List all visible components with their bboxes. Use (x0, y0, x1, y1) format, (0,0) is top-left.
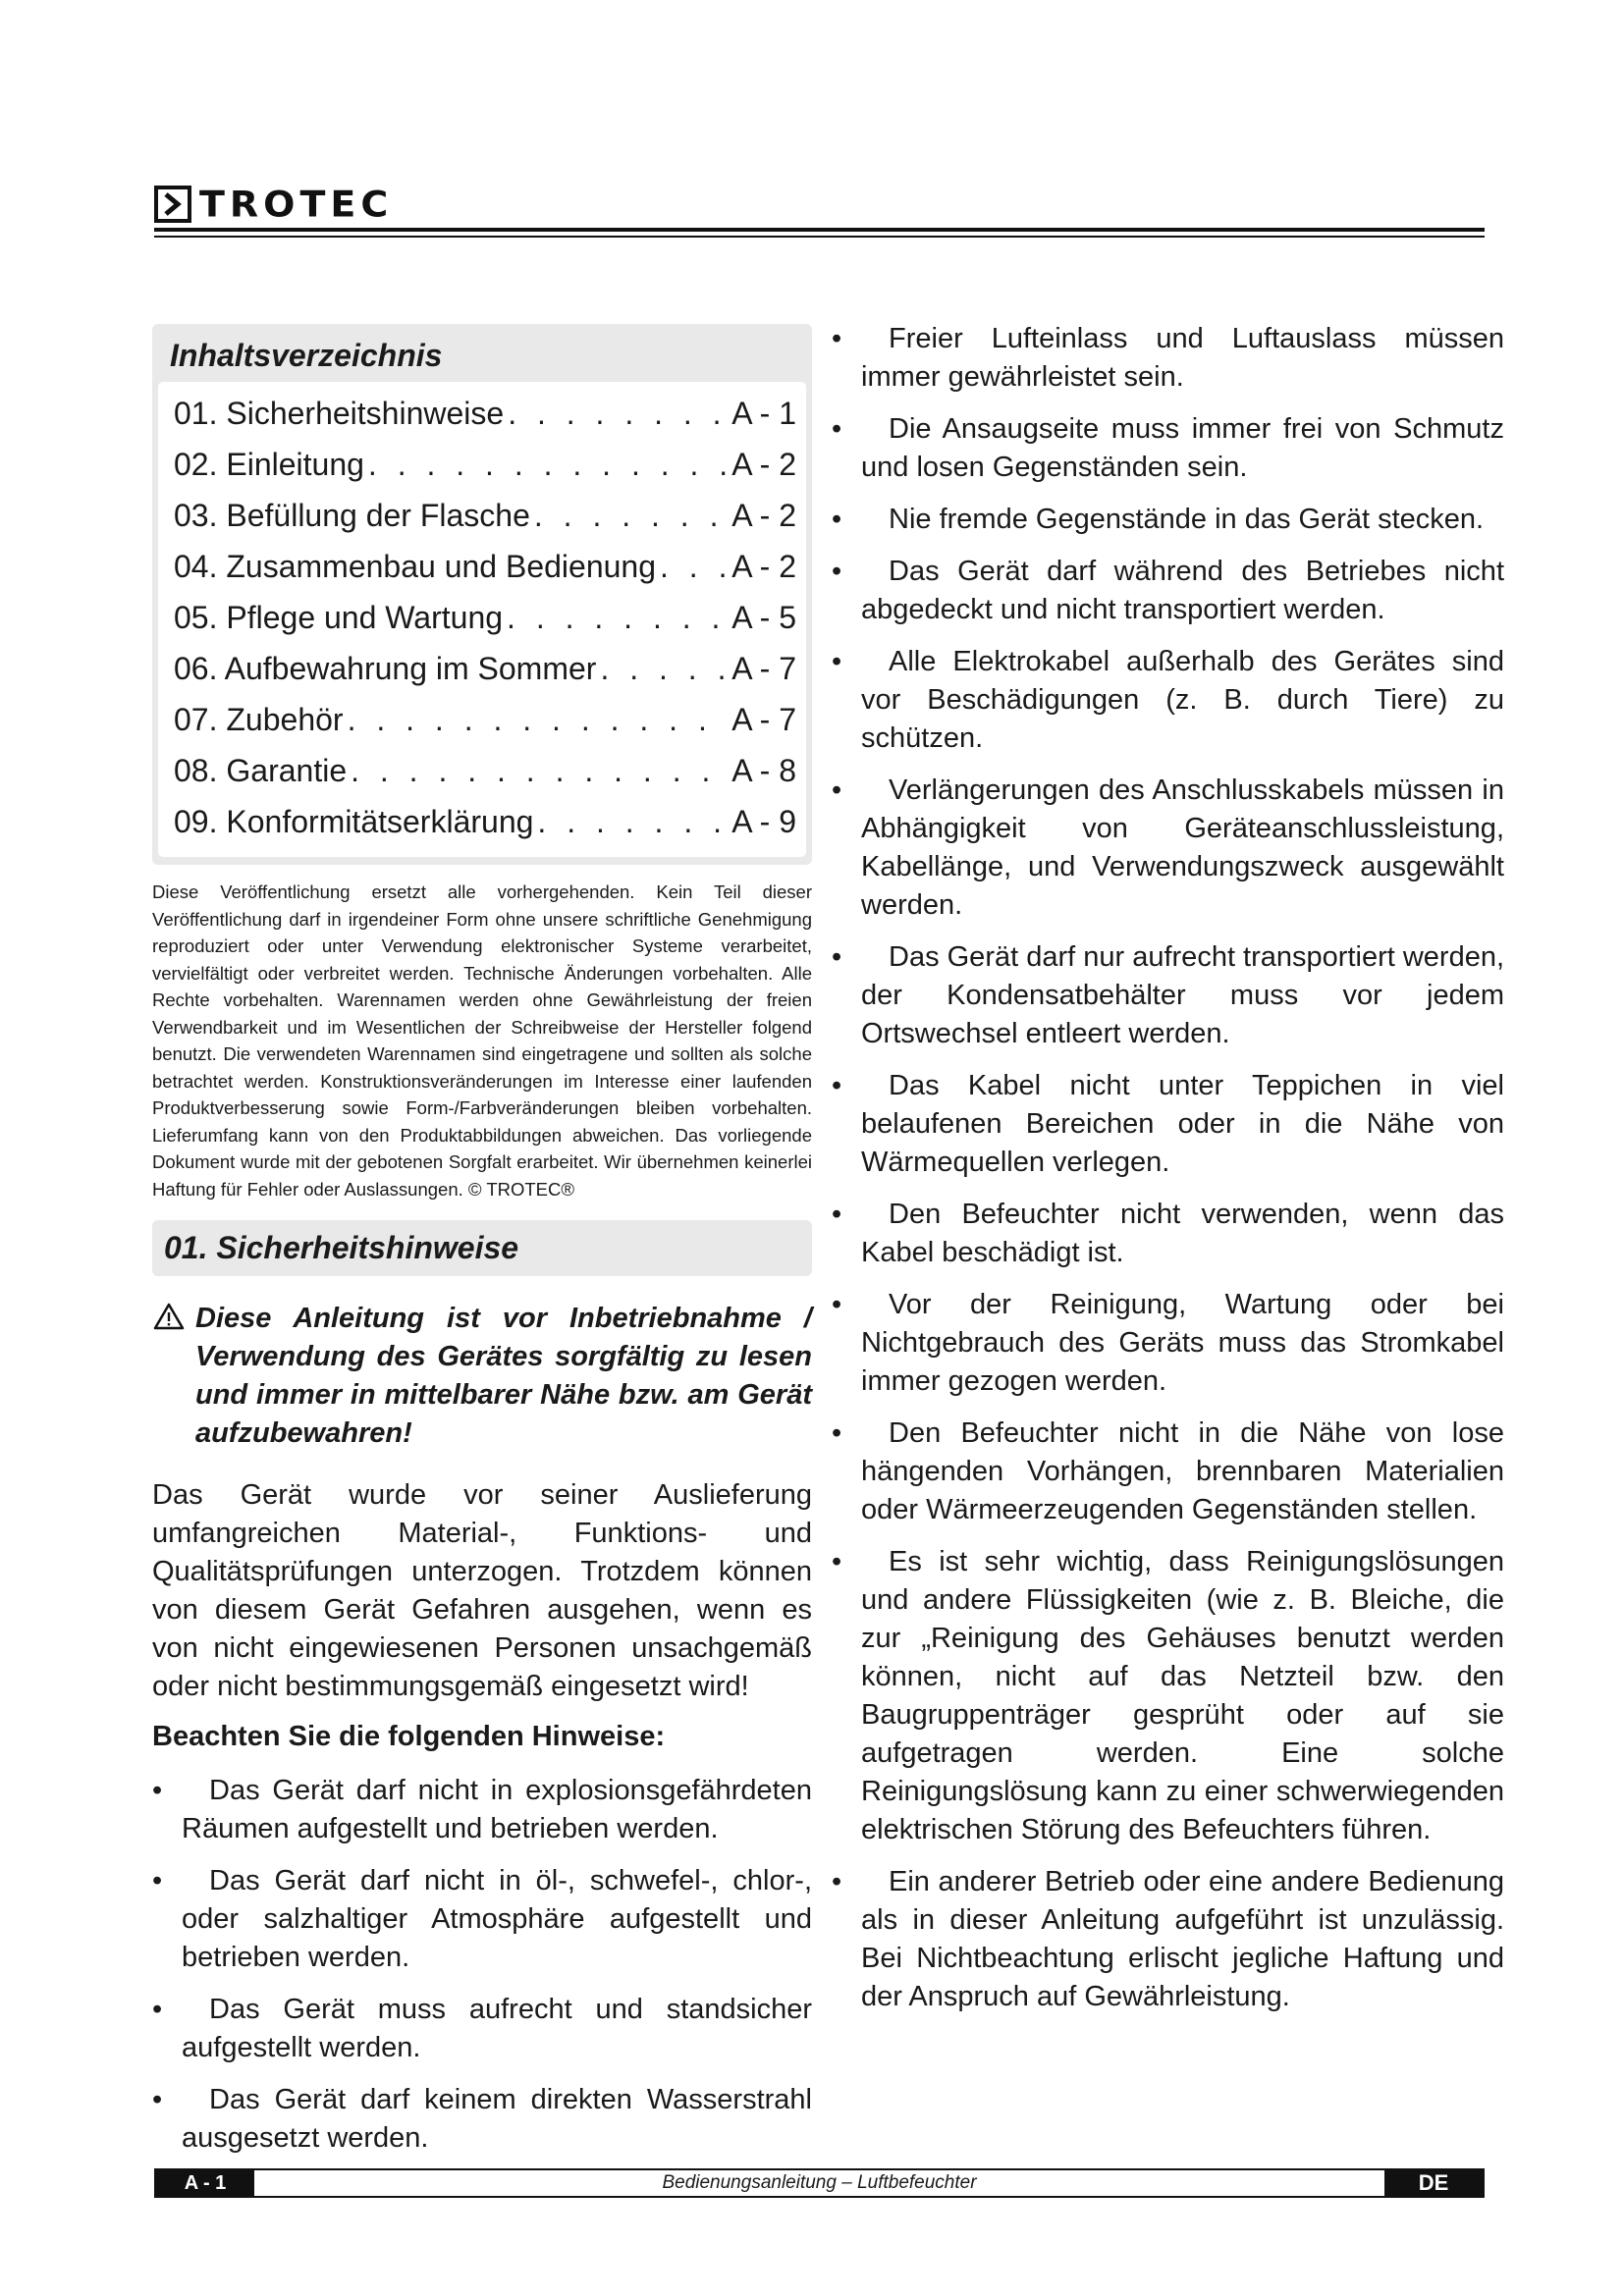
toc-leader-dots (537, 796, 728, 847)
safety-list-item-text: Das Gerät darf während des Betriebes nicht abgedeckt und nicht transportiert werden. (861, 556, 1504, 625)
safety-list-item (152, 2081, 812, 2158)
toc-entry-label: 06. Aufbewahrung im Sommer (174, 651, 597, 686)
safety-list-item (832, 501, 1504, 539)
safety-list-item-text: Das Gerät muss aufrecht und standsicher aufgestellt werden. (182, 1994, 812, 2063)
toc-leader-dots (600, 643, 728, 694)
safety-list-right (832, 320, 1504, 2016)
header-rule (154, 228, 1485, 232)
safety-list-item-text: Nie fremde Gegenstände in das Gerät stecken. (889, 504, 1485, 535)
safety-list-item (832, 1286, 1504, 1401)
toc-entry-page: A - 1 (731, 396, 796, 431)
warning-text: Diese Anleitung ist vor Inbetriebnahme / Verwendung des Gerätes sorgfältig zu lesen und immer in mittelbarer Nähe bzw. am Gerät aufzubewahren! (195, 1303, 812, 1449)
safety-list-item-text: Alle Elektrokabel außerhalb des Gerätes sind vor Beschädigungen (z. B. durch Tiere) zu schützen. (861, 646, 1504, 754)
toc-entry-page: A - 2 (731, 447, 796, 482)
section-title: 01. Sicherheitshinweise (152, 1220, 812, 1276)
brand-name: TROTEC (199, 184, 394, 225)
safety-list-item-text: Das Kabel nicht unter Teppichen in viel belaufenen Bereichen oder in die Nähe von Wärmequellen verlegen. (861, 1070, 1504, 1178)
language-code: DE (1384, 2170, 1483, 2196)
safety-list-item (832, 1067, 1504, 1182)
safety-list-item-text: Es ist sehr wichtig, dass Reinigungslösungen und andere Flüssigkeiten (wie z. B. Bleiche, die zur „Reinigung des Gehäuses benutzt werden können, nicht auf das Netzteil bzw. den Baugruppenträger gesprüht oder auf sie aufgetragen werden. Eine solche Reinigungslösung kann zu einer schwerwiegenden elektrischen Störung des Befeuchters führen. (861, 1546, 1504, 1845)
safety-list-item-text: Das Gerät darf nur aufrecht transportiert werden, der Kondensatbehälter muss vor jedem Ortswechsel entleert werden. (861, 941, 1505, 1049)
safety-list-item (152, 1772, 812, 1848)
page-footer (154, 2168, 1485, 2198)
toc-entry-page: A - 5 (731, 600, 796, 635)
safety-list-item-text: Den Befeuchter nicht in die Nähe von lose hängenden Vorhängen, brennbaren Materialien oder Wärmeerzeugenden Gegenständen stellen. (861, 1417, 1504, 1525)
safety-list-item (832, 1196, 1504, 1272)
safety-list-item-text: Das Gerät darf keinem direkten Wasserstrahl ausgesetzt werden. (182, 2084, 812, 2154)
page-number: A - 1 (156, 2170, 254, 2196)
toc-entry-label: 05. Pflege und Wartung (174, 600, 504, 635)
toc-entry (174, 796, 796, 847)
safety-list-item (832, 643, 1504, 758)
toc-entry-label: 08. Garantie (174, 753, 348, 788)
toc-entry-label: 04. Zusammenbau und Bedienung (174, 549, 657, 584)
safety-list-item (152, 1862, 812, 1977)
toc-entry (174, 694, 796, 745)
safety-list-item-text: Das Gerät darf nicht in öl-, schwefel-, chlor-, oder salzhaltiger Atmosphäre aufgestellt und betrieben werden. (182, 1865, 812, 1973)
safety-list-item-text: Verlängerungen des Anschlusskabels müssen in Abhängigkeit von Geräteanschlussleistung, Kabellänge, und Verwendungszweck ausgewählt werden. (861, 774, 1504, 921)
safety-list-item (832, 1543, 1504, 1849)
safety-list-item (152, 1991, 812, 2067)
safety-list-item-text: Den Befeuchter nicht verwenden, wenn das Kabel beschädigt ist. (861, 1199, 1504, 1268)
toc-entry (174, 745, 796, 796)
toc-leader-dots (534, 490, 728, 541)
toc-leader-dots (508, 388, 728, 439)
legal-notice: Diese Veröffentlichung ersetzt alle vorhergehenden. Kein Teil dieser Veröffentlichung darf in irgendeiner Form ohne unsere schriftliche Genehmigung reproduziert oder unter Verwendung elektronischer Systeme verarbeitet, vervielfältigt oder verbreitet werden. Technische Änderungen vorbehalten. Alle Rechte vorbehalten. Warennamen werden ohne Gewährleistung der freien Verwendbarkeit und im Wesentlichen der Schreibweise der Hersteller folgend benutzt. Die verwendeten Warennamen sind eingetragene und sollten als solche betrachtet werden. Konstruktionsveränderungen im Interesse einer laufenden Produktverbesserung sowie Form-/Farbveränderungen bleiben vorbehalten. Lieferumfang kann von den Produktabbildungen abweichen. Das vorliegende Dokument wurde mit der gebotenen Sorgfalt erarbeitet. Wir übernehmen keinerlei Haftung für Fehler oder Auslassungen. © TROTEC® (152, 881, 812, 1200)
safety-list-item (832, 1863, 1504, 2016)
safety-list-item-text: Das Gerät darf nicht in explosionsgefährdeten Räumen aufgestellt und betrieben werden. (182, 1775, 812, 1844)
toc-leader-dots (368, 439, 728, 490)
toc-entry-page: A - 7 (731, 651, 796, 686)
toc-title: Inhaltsverzeichnis (170, 338, 443, 373)
safety-list-item-text: Freier Lufteinlass und Luftauslass müssen immer gewährleistet sein. (861, 323, 1504, 393)
toc-entry-page: A - 7 (731, 702, 796, 737)
toc-entry-label: 09. Konformitätserklärung (174, 804, 534, 839)
warning-triangle-icon (152, 1300, 195, 1453)
toc-entry-page: A - 9 (731, 804, 796, 839)
safety-list-item (832, 1415, 1504, 1529)
toc-entry-label: 02. Einleitung (174, 447, 364, 482)
notes-heading: Beachten Sie die folgenden Hinweise: (152, 1721, 666, 1752)
toc-leader-dots (507, 592, 728, 643)
toc-entry-label: 01. Sicherheitshinweise (174, 396, 505, 431)
table-of-contents (152, 324, 812, 865)
safety-list-item-text: Die Ansaugseite muss immer frei von Schmutz und losen Gegenständen sein. (861, 413, 1504, 483)
toc-list (158, 382, 806, 857)
toc-entry-page: A - 2 (731, 498, 796, 533)
warning-note (152, 1300, 812, 1453)
toc-entry (174, 388, 796, 439)
safety-list-item (832, 410, 1504, 487)
right-column (832, 320, 1504, 2030)
left-column (152, 324, 812, 2171)
safety-list-item (832, 938, 1504, 1053)
toc-entry-page: A - 8 (731, 753, 796, 788)
toc-entry (174, 643, 796, 694)
brand-logo (154, 183, 393, 226)
safety-list-item-text: Vor der Reinigung, Wartung oder bei Nichtgebrauch des Geräts muss das Stromkabel immer gezogen werden. (861, 1289, 1504, 1397)
intro-paragraph: Das Gerät wurde vor seiner Auslieferung umfangreichen Material-, Funktions- und Qualitätsprüfungen unterzogen. Trotzdem können von diesem Gerät Gefahren ausgehen, wenn es von nicht eingewiesenen Personen unsachgemäß oder nicht bestimmungsgemäß eingesetzt wird! (152, 1479, 812, 1702)
safety-list-item (832, 772, 1504, 925)
toc-leader-dots (351, 745, 728, 796)
safety-list-item (832, 553, 1504, 629)
toc-leader-dots (348, 694, 729, 745)
safety-list-left (152, 1772, 812, 2158)
safety-list-item-text: Ein anderer Betrieb oder eine andere Bedienung als in dieser Anleitung aufgeführt ist unzulässig. Bei Nichtbeachtung erlischt jegliche Haftung und der Anspruch auf Gewährleistung. (861, 1866, 1504, 2012)
toc-leader-dots (660, 541, 728, 592)
chevron-right-icon (154, 186, 191, 223)
toc-entry (174, 592, 796, 643)
toc-entry (174, 490, 796, 541)
footer-title: Bedienungsanleitung – Luftbefeuchter (662, 2172, 977, 2193)
toc-entry-page: A - 2 (731, 549, 796, 584)
toc-entry-label: 07. Zubehör (174, 702, 344, 737)
toc-entry-label: 03. Befüllung der Flasche (174, 498, 530, 533)
toc-entry (174, 541, 796, 592)
toc-entry (174, 439, 796, 490)
safety-list-item (832, 320, 1504, 397)
header-rule-thin (154, 236, 1485, 238)
